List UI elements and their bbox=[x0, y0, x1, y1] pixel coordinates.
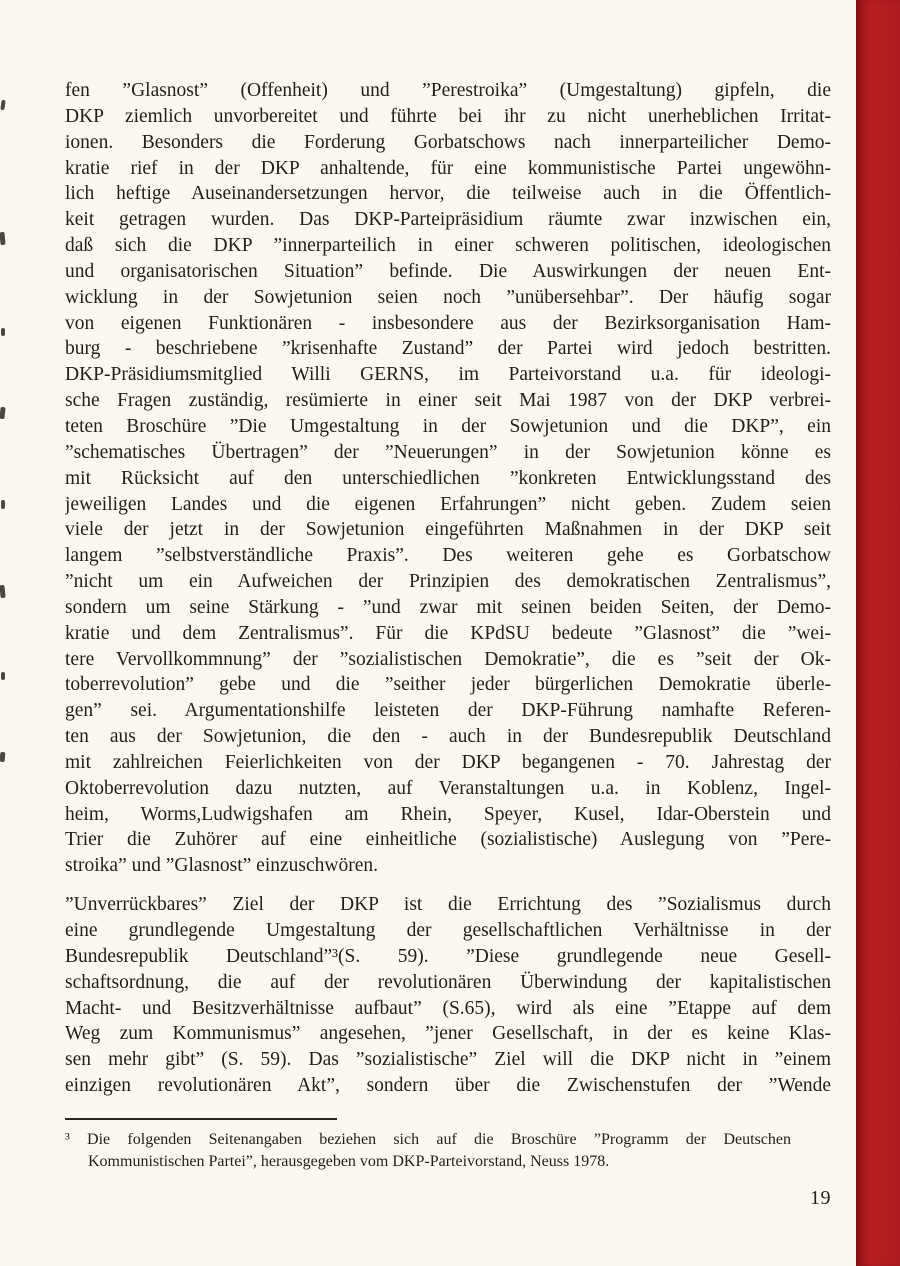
text-line: eine grundlegende Umgestaltung der gesellschaftlichen Verhältnisse in der bbox=[65, 920, 831, 941]
scan-artifact bbox=[0, 100, 5, 110]
text-line: stroika” und ”Glasnost” einzuschwören. bbox=[65, 855, 378, 877]
text-line: Bundesrepublik Deutschland”³(S. 59). ”Diese grundlegende neue Gesell- bbox=[65, 945, 831, 967]
footnote bbox=[65, 1118, 791, 1174]
text-line: Oktoberrevolution dazu nutzten, auf Veranstaltungen u.a. in Koblenz, Ingel- bbox=[65, 777, 831, 799]
text-line: ionen. Besonders die Forderung Gorbatschows nach innerparteilicher Demo- bbox=[65, 131, 831, 153]
text-line: einzigen revolutionären Akt”, sondern über die Zwischenstufen der ”Wende bbox=[65, 1075, 831, 1097]
text-line: tere Vervollkommnung” der ”sozialistischen Demokratie”, die es ”seit der Ok- bbox=[65, 648, 831, 670]
scan-artifact bbox=[0, 407, 6, 419]
scan-artifact bbox=[1, 328, 5, 336]
text-line: sen mehr gibt” (S. 59). Das ”sozialistische” Ziel will die DKP nicht in ”einem bbox=[65, 1049, 831, 1071]
text-line: daß sich die DKP ”innerparteilich in einer schweren politischen, ideologischen bbox=[65, 235, 831, 257]
scan-artifact bbox=[1, 672, 5, 680]
footnote-text bbox=[65, 1129, 791, 1174]
text-line: und organisatorischen Situation” befinde. Die Auswirkungen der neuen Ent- bbox=[65, 260, 831, 282]
text-block bbox=[65, 78, 831, 1210]
text-line: kratie und dem Zentralismus”. Für die KPdSU bedeute ”Glasnost” die ”wei- bbox=[65, 622, 831, 644]
text-line: DKP-Präsidiumsmitglied Willi GERNS, im Parteivorstand u.a. für ideologi- bbox=[65, 364, 831, 386]
text-line: Trier die Zuhörer auf eine einheitliche (sozialistische) Auslegung von ”Pere- bbox=[65, 829, 831, 851]
text-line: mit Rücksicht auf den unterschiedlichen ”konkreten Entwicklungsstand des bbox=[65, 467, 831, 489]
text-line: jeweiligen Landes und die eigenen Erfahrungen” nicht geben. Zudem seien bbox=[65, 493, 831, 515]
text-line: ³ Die folgenden Seitenangaben beziehen sich auf die Broschüre ”Programm der Deutschen bbox=[65, 1130, 791, 1148]
text-line: toberrevolution” gebe und die ”seither jeder bürgerlichen Demokratie überle- bbox=[65, 674, 831, 696]
text-line: DKP ziemlich unvorbereitet und führte bei ihr zu nicht unerheblichen Irritat- bbox=[65, 105, 831, 127]
text-line: Macht- und Besitzverhältnisse aufbaut” (S.65), wird als eine ”Etappe auf dem bbox=[65, 997, 831, 1019]
text-line: ”Unverrückbares” Ziel der DKP ist die Errichtung des ”Sozialismus durch bbox=[65, 894, 831, 916]
text-line: ten aus der Sowjetunion, die den - auch in der Bundesrepublik Deutschland bbox=[65, 726, 831, 748]
text-line: kratie rief in der DKP anhaltende, für eine kommunistische Partei ungewöhn- bbox=[65, 157, 831, 179]
text-line: fen ”Glasnost” (Offenheit) und ”Perestroika” (Umgestaltung) gipfeln, die bbox=[65, 80, 831, 101]
scan-artifact bbox=[0, 232, 6, 245]
text-line: Kommunistischen Partei”, herausgegeben vom DKP-Parteivorstand, Neuss 1978. bbox=[88, 1153, 610, 1171]
footnote-separator bbox=[65, 1118, 337, 1120]
text-line: schaftsordnung, die auf der revolutionären Überwindung der kapitalistischen bbox=[65, 971, 831, 993]
text-line: ”schematisches Übertragen” der ”Neuerungen” in der Sowjetunion könne es bbox=[65, 441, 831, 463]
page-number: 19 bbox=[810, 1186, 831, 1209]
text-line: lich heftige Auseinandersetzungen hervor, die teilweise auch in die Öffentlich- bbox=[65, 183, 831, 205]
body-paragraphs bbox=[65, 78, 831, 1099]
paragraph-2 bbox=[65, 892, 831, 1099]
text-line: teten Broschüre ”Die Umgestaltung in der Sowjetunion und die DKP”, ein bbox=[65, 415, 831, 437]
text-line: wicklung in der Sowjetunion seien noch ”unübersehbar”. Der häufig sogar bbox=[65, 286, 831, 308]
scan-artifact bbox=[0, 752, 5, 762]
text-line: viele der jetzt in der Sowjetunion eingeführten Maßnahmen in der DKP seit bbox=[65, 519, 831, 541]
text-line: gen” sei. Argumentationshilfe leisteten der DKP-Führung namhafte Referen- bbox=[65, 700, 831, 722]
text-line: burg - beschriebene ”krisenhafte Zustand” der Partei wird jedoch bestritten. bbox=[65, 338, 831, 360]
text-line: von eigenen Funktionären - insbesondere aus der Bezirksorganisation Ham- bbox=[65, 312, 831, 334]
text-line: keit getragen wurden. Das DKP-Parteipräsidium räumte zwar inzwischen ein, bbox=[65, 209, 831, 231]
text-line: sondern um seine Stärkung - ”und zwar mit seinen beiden Seiten, der Demo- bbox=[65, 596, 831, 618]
text-line: ”nicht um ein Aufweichen der Prinzipien des demokratischen Zentralismus”, bbox=[65, 571, 831, 593]
text-line: sche Fragen zuständig, resümierte in einer seit Mai 1987 von der DKP verbrei- bbox=[65, 390, 831, 412]
book-edge-stripe bbox=[856, 0, 900, 1266]
scan-artifact bbox=[1, 500, 5, 509]
text-line: mit zahlreichen Feierlichkeiten von der DKP begangenen - 70. Jahrestag der bbox=[65, 751, 831, 773]
paragraph-1 bbox=[65, 78, 831, 879]
text-line: Weg zum Kommunismus” angesehen, ”jener Gesellschaft, in der es keine Klas- bbox=[65, 1023, 831, 1045]
text-line: heim, Worms,Ludwigshafen am Rhein, Speyer, Kusel, Idar-Oberstein und bbox=[65, 803, 831, 825]
text-line: langem ”selbstverständliche Praxis”. Des weiteren gehe es Gorbatschow bbox=[65, 545, 831, 567]
scan-artifact bbox=[0, 585, 6, 598]
